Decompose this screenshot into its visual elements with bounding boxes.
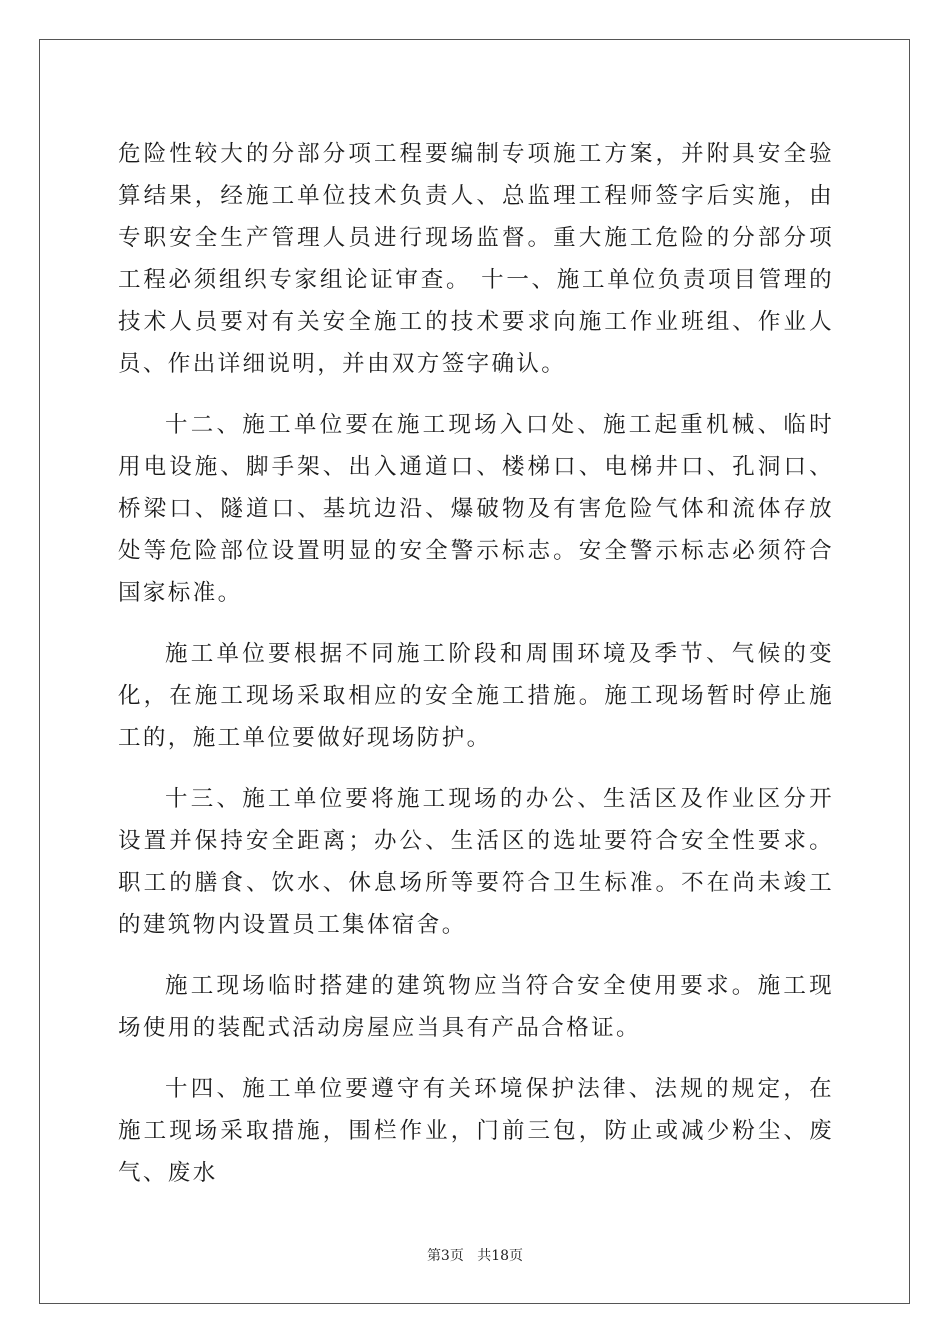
page-footer: [0, 1245, 950, 1265]
paragraph-4: 十三、施工单位要将施工现场的办公、生活区及作业区分开设置并保持安全距离；办公、生活区的选址要符合安全性要求。职工的膳食、饮水、休息场所等要符合卫生标准。不在尚未竣工的建筑物内设置员工集体宿舍。: [118, 786, 834, 938]
paragraph-2: 十二、施工单位要在施工现场入口处、施工起重机械、临时用电设施、脚手架、出入通道口、楼梯口、电梯井口、孔洞口、桥梁口、隧道口、基坑边沿、爆破物及有害危险气体和流体存放处等危险部位设置明显的安全警示标志。安全警示标志必须符合国家标准。: [118, 412, 834, 606]
page-total: 共18页: [477, 1248, 524, 1264]
paragraph-5: 施工现场临时搭建的建筑物应当符合安全使用要求。施工现场使用的装配式活动房屋应当具有产品合格证。: [118, 973, 834, 1041]
document-body: [118, 133, 834, 1194]
paragraph-1: 危险性较大的分部分项工程要编制专项施工方案，并附具安全验算结果，经施工单位技术负责人、总监理工程师签字后实施，由专职安全生产管理人员进行现场监督。重大施工危险的分部分项工程必须组织专家组论证审查。 十一、施工单位负责项目管理的技术人员要对有关安全施工的技术要求向施工作业班组、作业人员、作出详细说明，并由双方签字确认。: [118, 141, 834, 377]
paragraph-6: 十四、施工单位要遵守有关环境保护法律、法规的规定，在施工现场采取措施，围栏作业，门前三包，防止或减少粉尘、废气、废水: [118, 1076, 834, 1186]
paragraph-3: 施工单位要根据不同施工阶段和周围环境及季节、气候的变化，在施工现场采取相应的安全施工措施。施工现场暂时停止施工的，施工单位要做好现场防护。: [118, 641, 834, 751]
page-number: 第3页: [426, 1248, 464, 1264]
